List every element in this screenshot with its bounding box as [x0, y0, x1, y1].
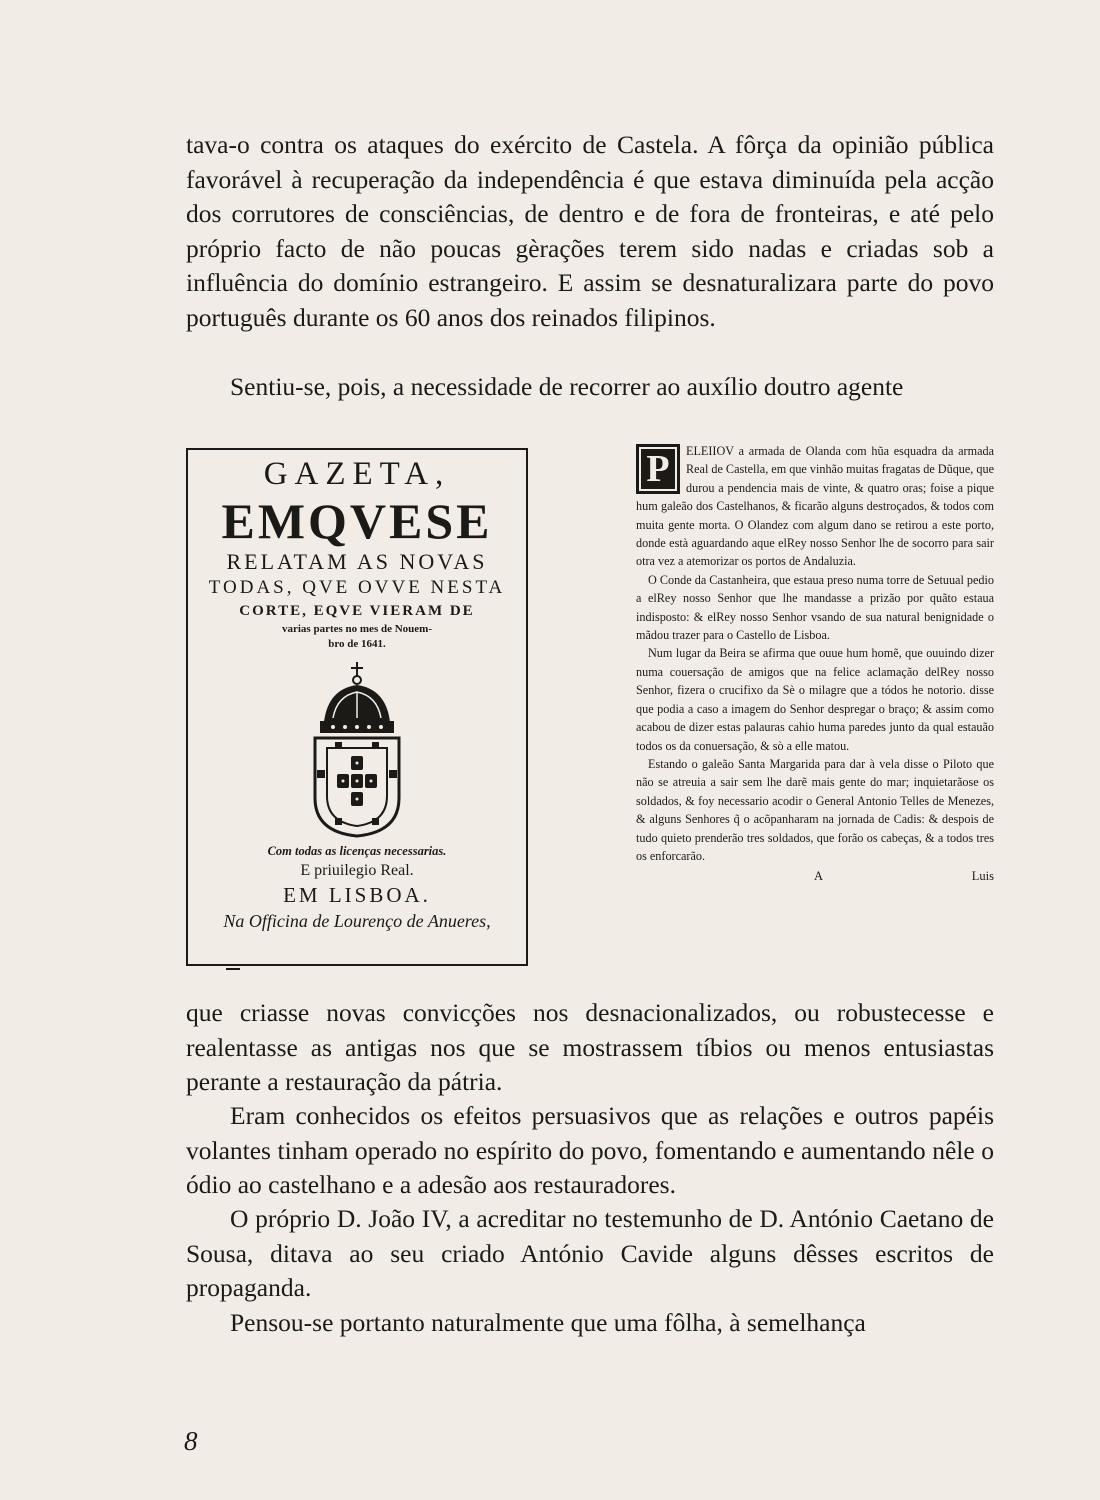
facsimile-line: Na Officina de Lourenço de Anueres,: [223, 911, 491, 931]
facsimile-line: varias partes no mes de Nouem-: [281, 623, 432, 635]
paragraph-3: que criasse novas convicções nos desnacionalizados, ou robustecesse e realentasse as antigas nos que se mostrassem tíbios ou menos entusiastas perante a restauração da pátria.: [186, 998, 994, 1097]
divider: [226, 968, 240, 970]
catchword: Luis: [971, 869, 994, 884]
gazeta-title-page-facsimile: [186, 448, 528, 966]
facsimile-line: bro de 1641.: [328, 638, 386, 650]
facsimile-line: EMQVESE: [221, 493, 493, 549]
facsimile-line: E priuilegio Real.: [300, 862, 414, 879]
oldtext-paragraph: Estando o galeão Santa Margarida para dar à vela disse o Piloto que não se atreuia a sair sem lhe darẽ mais gente do mar; inquietarãose os soldados, & foy necessario acodir o General Antonio Telles de Menezes, & alguns Senhores q̃ o acõpanharam na jornada de Cadis: & despois de tudo quieto prenderão tres soldados, que forão os cabeças, & a todos tres os enforcarão.: [636, 756, 994, 863]
facsimile-line: Com todas as licenças necessarias.: [267, 844, 447, 858]
facsimile-line: TODAS, QVE OVVE NESTA: [208, 577, 506, 598]
paragraph-1: tava-o contra os ataques do exército de Castela. A fôrça da opinião pública favorável à recuperação da independência é que estava diminuída pela acção dos corrutores de consciências, de dentro e de fora de fronteiras, e até pelo próprio facto de não poucas gèrações terem sido nadas e criadas sob a influência do domínio estrangeiro. E assim se desnaturalizara parte do povo português durante os 60 anos dos reinados filipinos.: [186, 130, 994, 332]
royal-coat-of-arms-icon: [311, 660, 403, 838]
paragraph-6: Pensou-se portanto naturalmente que uma fôlha, à semelhança: [230, 1308, 866, 1337]
oldtext-paragraph: ELEIIOV a armada de Olanda com hũa esquadra da armada Real de Castella, em que vinhão muitas fragatas de Dũque, que durou a pendencia mais de vinte, & quatro oras; foise a pique hum galeão dos Castelhanos, & ficarão alguns destroçados, & todos com muita gente morta. O Olandez com algum dano se retirou a este porto, donde està aguardando aque elRey nosso Senhor lhe de socorro para sair otra vez a atemorizar os portos de Andaluzia.: [636, 444, 994, 569]
oldtext-paragraph: O Conde da Castanheira, que estaua preso numa torre de Setuual pedio a elRey nosso Senhor que lhe mandasse a prizão por quãto estaua indisposto: & elRey nosso Senhor vsando de sua natural benignidade o mãdou trazer para o Castello de Lisboa.: [636, 572, 994, 643]
gazeta-text-facsimile: [636, 442, 994, 886]
paragraph-2: Sentiu-se, pois, a necessidade de recorrer ao auxílio doutro agente: [230, 372, 904, 401]
catchword-row: [636, 867, 994, 885]
facsimile-line: CORTE, EQVE VIERAM DE: [239, 603, 475, 619]
facsimile-line: GAZETA,: [263, 456, 451, 492]
signature-mark: A: [814, 869, 824, 884]
facsimile-line: RELATAM AS NOVAS: [226, 549, 488, 574]
facsimile-line: EM LISBOA.: [283, 883, 431, 907]
dropcap: P: [636, 444, 680, 494]
oldtext-paragraph: Num lugar da Beira se afirma que ouue hum homẽ, que ouuindo dizer numa couersação de amigos que na felice aclamação delRey nosso Senhor, fizera o crucifixo da Sè o milagre que a tódos he notorio. disse que podia a caso a imagem do Senhor despregar o braço; & assim como acabou de dizer estas palauras cahio huma paredes junto da qual estauão todos os da conuersação, & sò a elle matou.: [636, 646, 994, 753]
paragraph-4: Eram conhecidos os efeitos persuasivos que as relações e outros papéis volantes tinham operado no espírito do povo, fomentando e aumentando nêle o ódio ao castelhano e a adesão aos restauradores.: [186, 1101, 994, 1200]
page-number: 8: [184, 1426, 198, 1456]
paragraph-5: O próprio D. João IV, a acreditar no testemunho de D. António Caetano de Sousa, ditava ao seu criado António Cavide alguns dêsses escritos de propaganda.: [186, 1204, 994, 1303]
